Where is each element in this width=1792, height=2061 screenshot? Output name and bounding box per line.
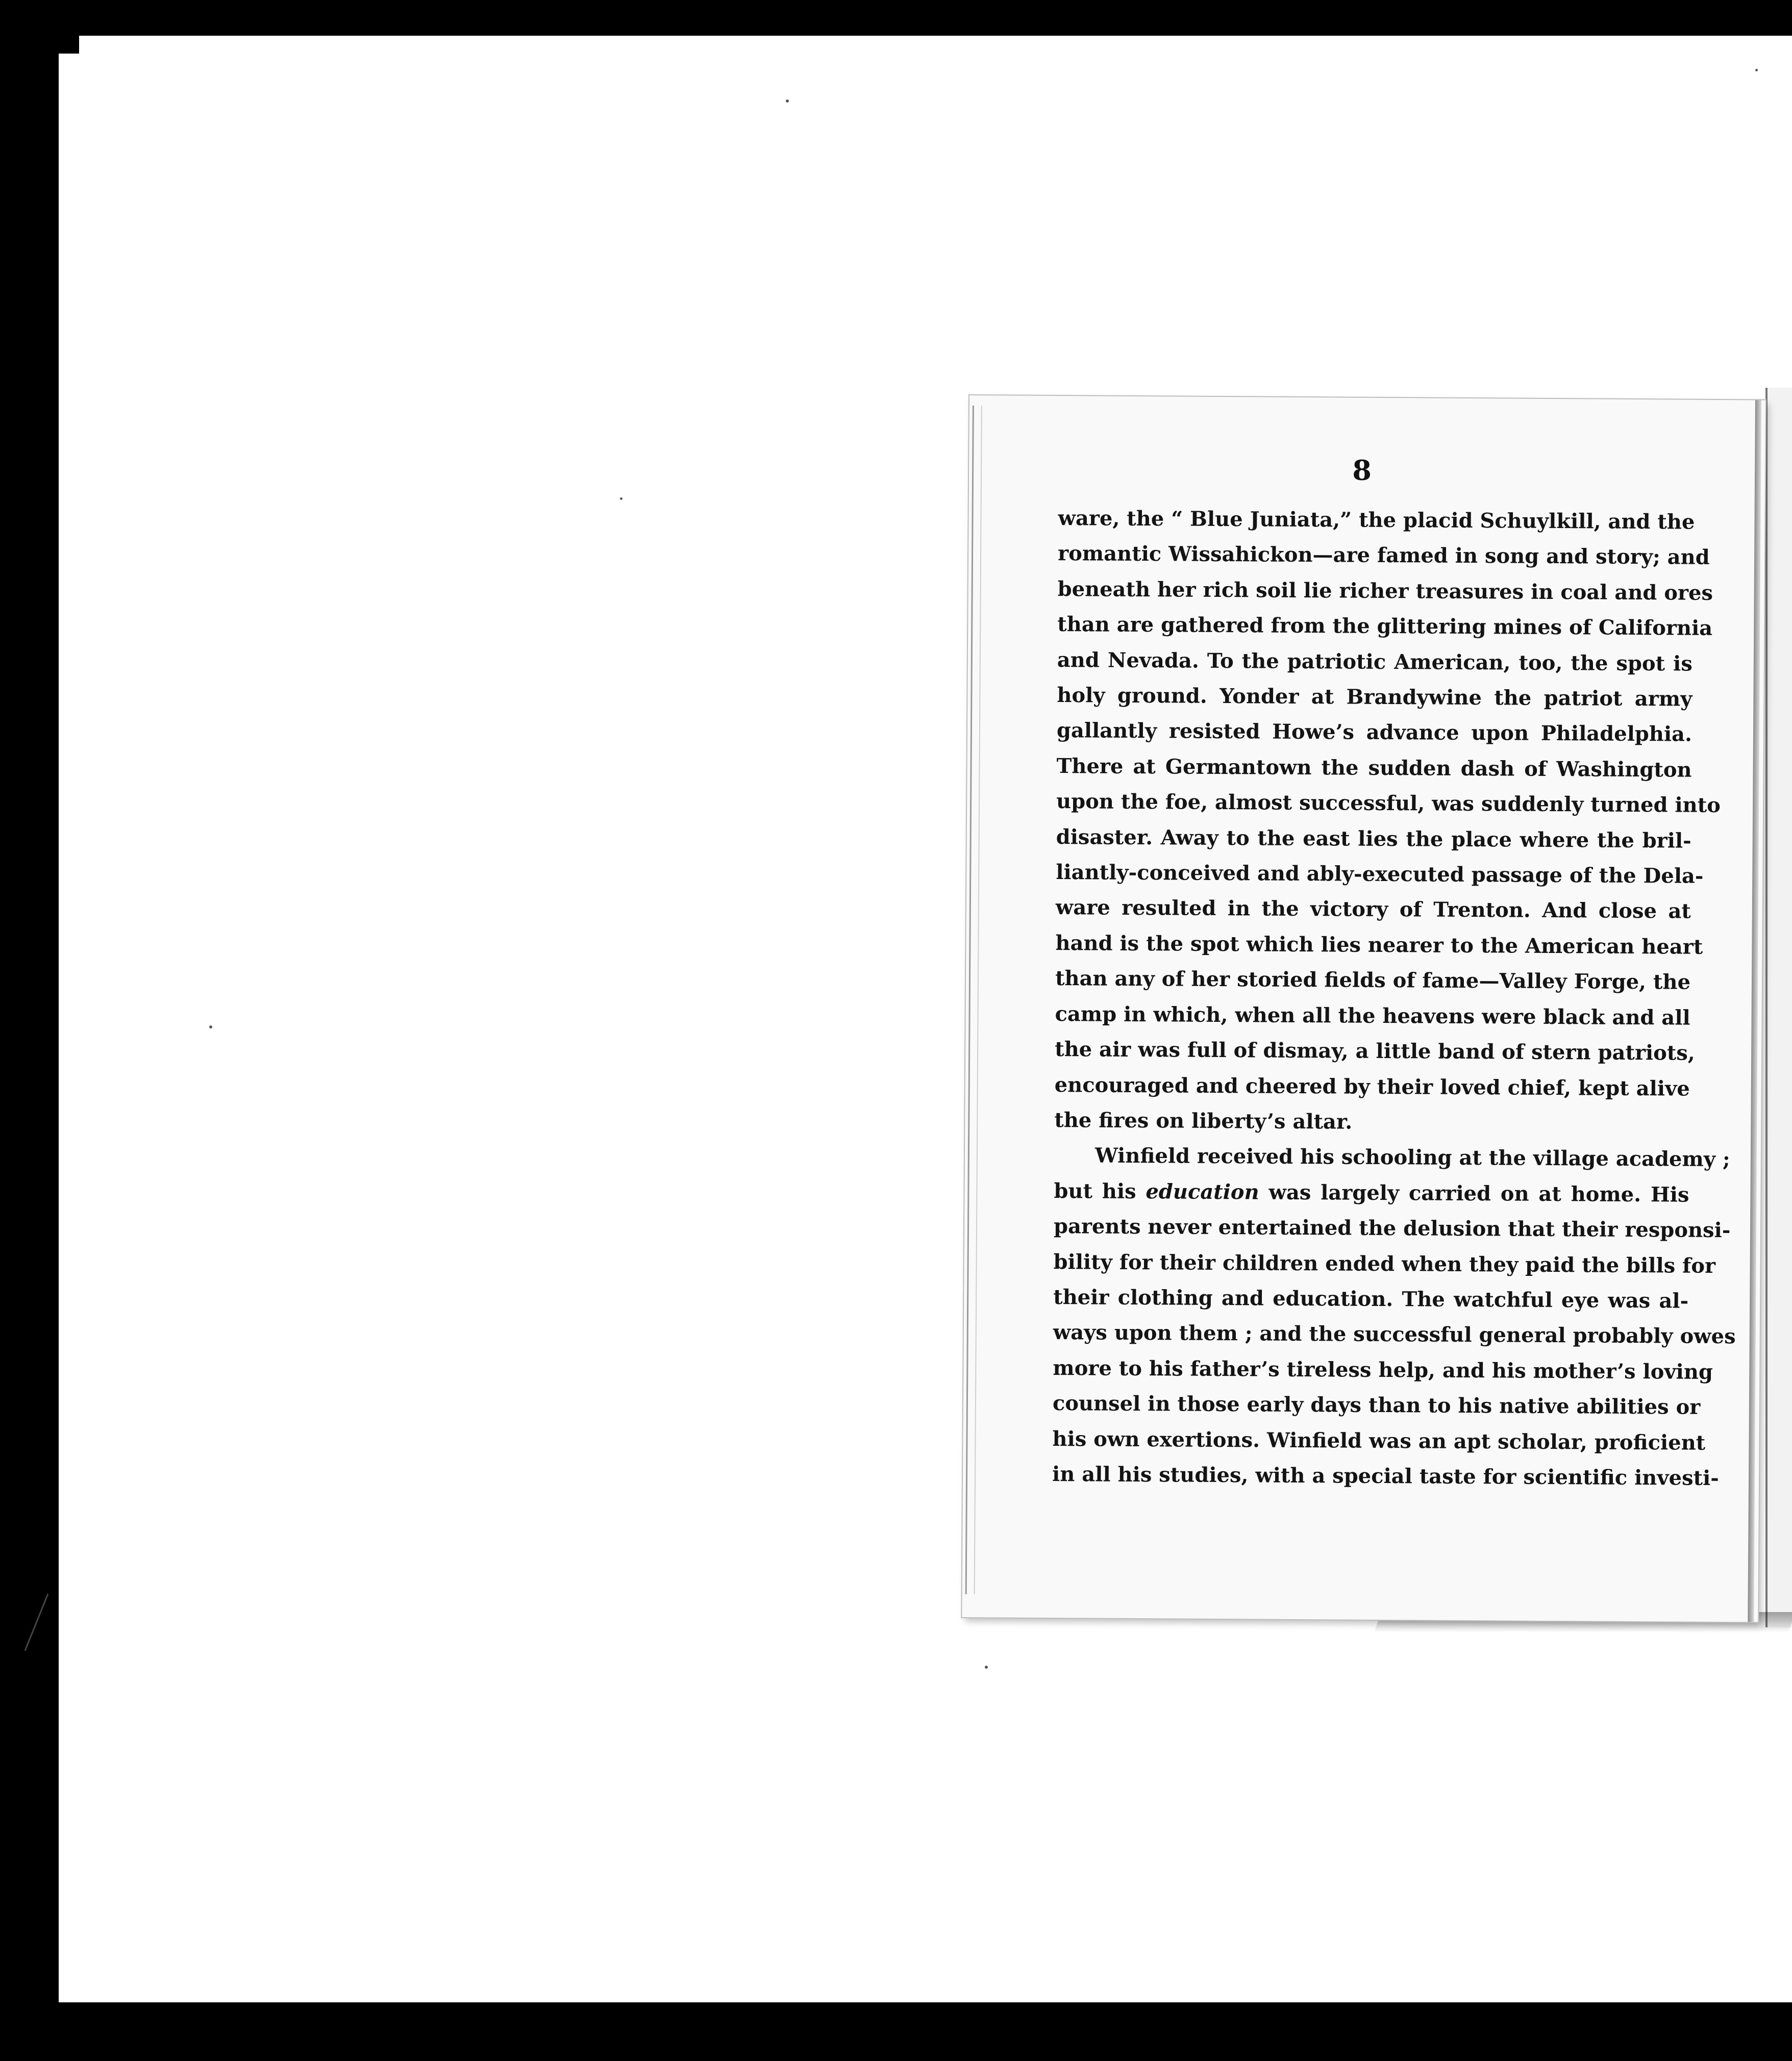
paragraph-first-line: Winfield received his schooling at the village academy ; [1094, 1143, 1730, 1172]
text-line: than any of her storied fields of fame—Valley Forge, the [1055, 966, 1691, 994]
scan-speck [209, 1025, 212, 1028]
text-line: ware, the “ Blue Juniata,” the placid Schuylkill, and the [1058, 506, 1695, 534]
text-line: bility for their children ended when they paid the bills for [1053, 1249, 1716, 1278]
book-page [962, 395, 1765, 1622]
text-line: their clothing and education. The watchful eye was al- [1053, 1285, 1689, 1313]
text-line: camp in which, when all the heavens were black and all [1055, 1001, 1690, 1030]
page-number: 8 [1352, 454, 1372, 487]
body-text [1052, 500, 1736, 1496]
page-gutter-edge [1748, 400, 1761, 1622]
facing-page-edge [1765, 388, 1792, 1627]
text-line: beneath her rich soil lie richer treasures in coal and ores [1057, 576, 1713, 605]
scan-speck [1755, 69, 1758, 71]
text-line: parents never entertained the delusion that their responsi- [1053, 1214, 1731, 1243]
text-line: his own exertions. Winfield was an apt scholar, proficient [1052, 1426, 1706, 1455]
text-line: gallantly resisted Howe’s advance upon Philadelphia. [1056, 718, 1693, 747]
text-line: in all his studies, with a special taste for scientific investi- [1052, 1462, 1719, 1490]
scanner-border-bottom [0, 2002, 1792, 2061]
text-line: disaster. Away to the east lies the place where the bril- [1056, 824, 1691, 853]
text-line: upon the foe, almost successful, was suddenly turned into [1056, 789, 1721, 818]
text-line: hand is the spot which lies nearer to the American heart [1055, 931, 1703, 959]
text-line: holy ground. Yonder at Brandywine the patriot army [1057, 683, 1693, 711]
text-run: was largely carried on at home. His [1259, 1180, 1689, 1207]
text-line: romantic Wissahickon—are famed in song and story; and [1057, 541, 1710, 570]
scan-speck [620, 497, 623, 500]
text-line: ware resulted in the victory of Trenton. And close at [1055, 895, 1691, 924]
text-line-with-italic [1054, 1173, 1689, 1213]
scanner-border-notch [51, 33, 79, 54]
text-line: liantly-conceived and ably-executed passage of the Dela- [1056, 860, 1704, 888]
scanner-border-left [0, 0, 59, 2061]
text-line: counsel in those early days than to his native abilities or [1052, 1391, 1701, 1419]
text-line: more to his father’s tireless help, and his mother’s loving [1053, 1355, 1713, 1384]
text-line: encouraged and cheered by their loved chief, kept alive [1054, 1072, 1690, 1101]
text-line: ways upon them ; and the successful general probably owes [1053, 1320, 1736, 1349]
text-line: than are gathered from the glittering mines of California [1057, 612, 1713, 641]
text-run: but his [1054, 1178, 1146, 1203]
text-line: and Nevada. To the patriotic American, too, the spot is [1057, 647, 1693, 676]
text-line: the fires on liberty’s altar. [1054, 1108, 1353, 1134]
text-line: the air was full of dismay, a little band of stern patriots, [1055, 1037, 1695, 1065]
scan-speck [985, 1666, 988, 1669]
page-binding-edge [965, 406, 982, 1594]
scanner-border-top [0, 0, 1792, 36]
italic-word: education [1146, 1179, 1259, 1204]
scan-speck [786, 99, 789, 103]
text-line: There at Germantown the sudden dash of Washington [1056, 753, 1692, 782]
